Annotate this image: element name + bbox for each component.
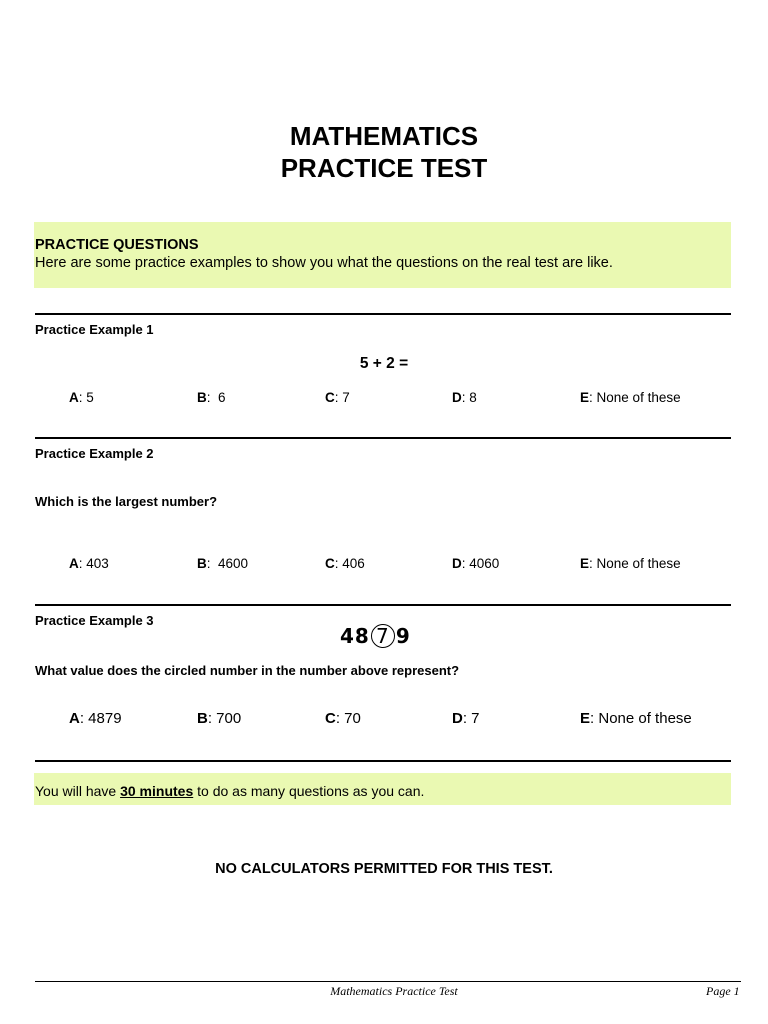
example-1-option-b: B: 6 [197,390,226,405]
title-line-2: PRACTICE TEST [280,153,488,183]
section-divider [35,313,731,315]
title-line-1: MATHEMATICS [289,121,479,151]
section-divider [35,760,731,762]
example-3-option-a: A: 4879 [69,710,122,727]
example-3-option-b: B: 700 [197,710,242,727]
example-2-option-e: E: None of these [580,556,681,571]
example-3-option-e: E: None of these [580,710,692,727]
example-1-equation: 5 + 2 = [359,355,409,372]
no-calculators-notice: NO CALCULATORS PERMITTED FOR THIS TEST. [215,861,553,877]
example-1-option-e: E: None of these [580,390,681,405]
page-number: Page 1 [706,984,740,998]
example-2-label: Practice Example 2 [35,446,154,461]
example-3-label: Practice Example 3 [35,613,154,628]
section-divider [35,604,731,606]
time-limit: 30 minutes [120,783,194,799]
section-divider [35,437,731,439]
page-title [0,120,768,184]
example-2-option-d: D: 4060 [452,556,500,571]
time-notice-text: You will have 30 minutes to do as many questions as you can. [35,783,425,799]
example-2-option-b: B: 4600 [197,556,249,571]
time-notice-box [34,773,731,805]
circled-digit: 7 [371,624,395,648]
practice-questions-text: Here are some practice examples to show you what the questions on the real test are like. [35,255,613,271]
example-3-option-d: D: 7 [452,710,480,727]
number-digits-before: 48 [340,624,370,648]
example-1-option-c: C: 7 [325,390,350,405]
footer-divider [35,981,741,982]
footer-title: Mathematics Practice Test [330,984,458,998]
number-digits-after: 9 [395,624,411,648]
example-1-option-d: D: 8 [452,390,477,405]
example-2-option-a: A: 403 [69,556,109,571]
practice-questions-heading: PRACTICE QUESTIONS [35,237,199,253]
example-3-question: What value does the circled number in the number above represent? [35,663,460,678]
example-3-option-c: C: 70 [325,710,361,727]
example-1-label: Practice Example 1 [35,322,154,337]
circled-number-figure [340,624,411,648]
practice-questions-box [34,222,731,288]
example-1-option-a: A: 5 [69,390,94,405]
example-2-question: Which is the largest number? [35,494,218,509]
example-2-option-c: C: 406 [325,556,365,571]
